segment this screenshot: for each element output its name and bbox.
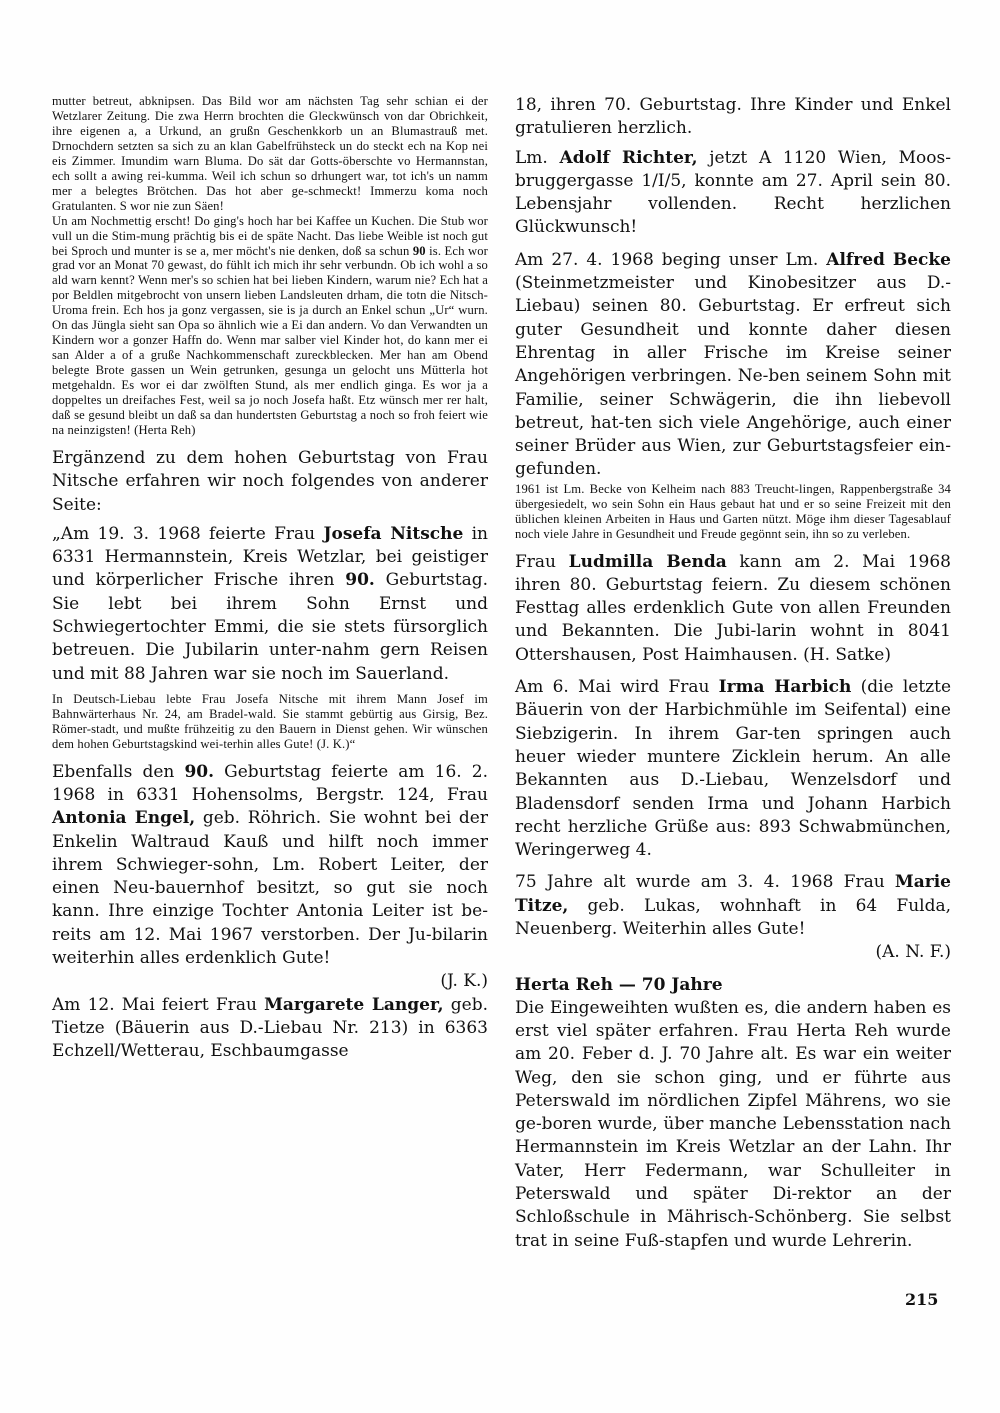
harbich-paragraph: Am 6. Mai wird Frau Irma Harbich (die letzte Bäuerin von der Harbichmühle im Seifental) eine Siebzigerin. In ihrem Gar-ten springen auch heuer wieder muntere Zicklein herum. An alle Bekannten aus D.-Liebau, Wenzelsdorf und Bladensdorf senden Irma und Johann Harbich recht herzliche Grüße aus: 893 Schwabmünchen, Weringerweg 4. — [515, 677, 952, 861]
langer-continued: 18, ihren 70. Geburtstag. Ihre Kinder und Enkel gratulieren herzlich. — [515, 95, 951, 139]
becke-paragraph: Am 27. 4. 1968 beging unser Lm. Alfred Becke (Steinmetzmeister und Kinobesitzer aus D.-Liebau) seinen 80. Geburtstag. Er erfreut sich guter Gesundheit und konnte daher diesen Ehrentag in aller Frische im Kreise seiner Angehörigen verbringen. Ne-ben seinem Sohn mit Familie, seiner Schwägerin, die ihn liebevoll betreut, hat-ten sich viele Angehörige, auch einer seiner Brüder aus Wien, zur Geburtstagsfeier ein-gefunden. — [515, 249, 951, 480]
becke-small-paragraph: 1961 ist Lm. Becke von Kelheim nach 883 Treucht-lingen, Rappenbergstraße 34 übergesiedelt, wo sein Sohn ein Haus gebaut hat und er so seine Freizeit mit den üblichen kleinen Arbeiten in Haus und Garten nützt. Möge ihm dieser Tagesablauf noch viele Jahre in Gesundheit und Freude gegönnt sein, ihn so zu verleben. — [515, 481, 951, 541]
richter-paragraph: Lm. Adolf Richter, jetzt A 1120 Wien, Moos-bruggergasse 1/I/5, konnte am 27. April sein 80. Lebensjahr vollenden. Recht herzlichen Glückwunsch! — [515, 147, 951, 238]
titze-signature: (A. N. F.) — [875, 942, 951, 963]
engel-signature: (J. K.) — [440, 971, 488, 992]
dialect-paragraph-1: mutter betreut, abknipsen. Das Bild wor am nächsten Tag sehr schian ei der Wetzlarer Zeitung. Die zwa Herrn brochten die Gleckwünsch von dar Obrichkeit, ihre eigenen a, a Urkund, an grußn Geschenkkorb un an Blumastrauß met. Drnochdern setzten sa sich zu an klan Gabelfrühsteck un do steckt ech na Kop nei eis Zimmer. Imundim warn Bluma. Do sät dar Gotts-öberschte vo Hermannstan, ech sollt a awing rei-kumma. Weil ich schun so drhungert war, tot ich's un namm mer a belegtes Brötchen. Das hot aber ge-schmeckt! Immerzu koma noch Gratulanten. S wor nie zun Säen! — [52, 94, 488, 213]
page-number: 215 — [905, 1290, 939, 1309]
intro-paragraph: Ergänzend zu dem hohen Geburtstag von Frau Nitsche erfahren wir noch folgendes von anderer Seite: — [52, 447, 488, 515]
nitsche-small-paragraph: In Deutsch-Liebau lebte Frau Josefa Nitsche mit ihrem Mann Josef im Bahnwärterhaus Nr. 24, am Bradel-wald. Sie stammt gebürtig aus Girsig, Bez. Römer-stadt, und mußte frühzeitig zu den Bauern in Dienst gehen. Wir wünschen dem hohen Geburtstagskind wei-terhin alles Gute! (J. K.)“ — [52, 691, 488, 751]
nitsche-quote-paragraph: „Am 19. 3. 1968 feierte Frau Josefa Nitsche in 6331 Hermannstein, Kreis Wetzlar, bei geistiger und körperlicher Frische ihren 90. Geburtstag. Sie lebt bei ihrem Sohn Ernst und Schwiegertochter Emmi, die sie stets fürsorglich betreuen. Die Jubilarin unter-nahm gern Reisen und mit 88 Jahren war sie noch im Sauerland. — [52, 523, 489, 684]
section-heading: Herta Reh — 70 Jahre — [515, 974, 723, 995]
titze-paragraph: 75 Jahre alt wurde am 3. 4. 1968 Frau Marie Titze, geb. Lukas, wohnhaft in 64 Fulda, Neuenberg. Weiterhin alles Gute! — [515, 872, 951, 940]
dialect-paragraph-2: Un am Nochmettig erscht! Do ging's hoch har bei Kaffee un Kuchen. Die Stub wor vull un die Stim-mung prächtig bis ei de späte Nacht. Das liebe Weible ist noch gut bei Sproch und munter is se a, mer möcht's nie denken, doß sa schun 90 is. Ech wor grad vor an Monat 70 gewast, do fühlt ich mich ihr sehr verbundn. Ob ich wohl a so ald warn kennt? Wenn mer's so schien hat bei lieben Kindern, warum nie? Ech hat a por Beldlen mitgebrocht von unsern lieben Landsleuten drham, die totn die Nitsch-Uroma frein. Ech hos ja gonz vergassen, sie is ja durch an Enkel schun „Ur“ wurn. On das Jüngla sieht san Opa so ähnlich wie a Ei dan andern. Vo dan Verwandten un Kindern wor a gonzer Haffn do. Wenn mar salber viel Kinder hot, do kann mer ei san Alder a of a gruße Nachkommenschaft zureckblecken. Mer han am Obend belegte Brote gassen un Wein getrunken, gesunga un gelocht uns Mütterla hot metgehaldn. Es wor ei dar zwölften Stund, als mer endlich ginga. Es wor ja a doppeltes un dreifaches Fest, weil sa jo noch Josefa haßt. Etz wünsch mer rer halt, daß se gesund bleibt un daß sa dan hundertsten Geburtstag a noch so froh feiert wie na neinzigsten! (Herta Reh) — [52, 213, 488, 437]
langer-paragraph: Am 12. Mai feiert Frau Margarete Langer, geb. Tietze (Bäuerin aus D.-Liebau Nr. 213) in 6363 Echzell/Wetterau, Eschbaumgasse — [52, 994, 488, 1062]
engel-paragraph: Ebenfalls den 90. Geburtstag feierte am 16. 2. 1968 in 6331 Hohensolms, Bergstr. 124, Frau Antonia Engel, geb. Röhrich. Sie wohnt bei der Enkelin Waltraud Kauß und hilft noch immer ihrem Schwieger-sohn, Lm. Robert Leiter, der einen Neu-bauernhof besitzt, so gut sie noch kann. Ihre einzige Tochter Antonia Leiter ist be-reits am 12. Mai 1967 verstorben. Der Ju-bilarin weiterhin alles erdenklich Gute! — [52, 761, 488, 969]
left-column — [52, 94, 488, 1064]
benda-paragraph: Frau Ludmilla Benda kann am 2. Mai 1968 ihren 80. Geburtstag feiern. Zu diesem schönen Festtag alles erdenklich Gute von allen Freunden und Bekannten. Die Jubi-larin wohnt in 8041 Ottershausen, Post Haimhausen. (H. Satke) — [515, 551, 951, 665]
reh-paragraph: Die Eingeweihten wußten es, die andern haben es erst viel später erfahren. Frau Herta Reh wurde am 20. Feber d. J. 70 Jahre alt. Es war ein weiter Weg, den sie schon ging, und er führte aus Peterswald im nördlichen Zipfel Mährens, wo sie ge-boren wurde, über manche Lebensstation nach Hermannstein im Kreis Wetzlar an der Lahn. Ihr Vater, Herr Federmann, war Schulleiter in Peterswald und später Di-rektor an der Schloßschule in Mährisch-Schönberg. Sie selbst trat in seine Fuß-stapfen und wurde Lehrerin. — [515, 997, 951, 1251]
right-column — [515, 94, 951, 1253]
